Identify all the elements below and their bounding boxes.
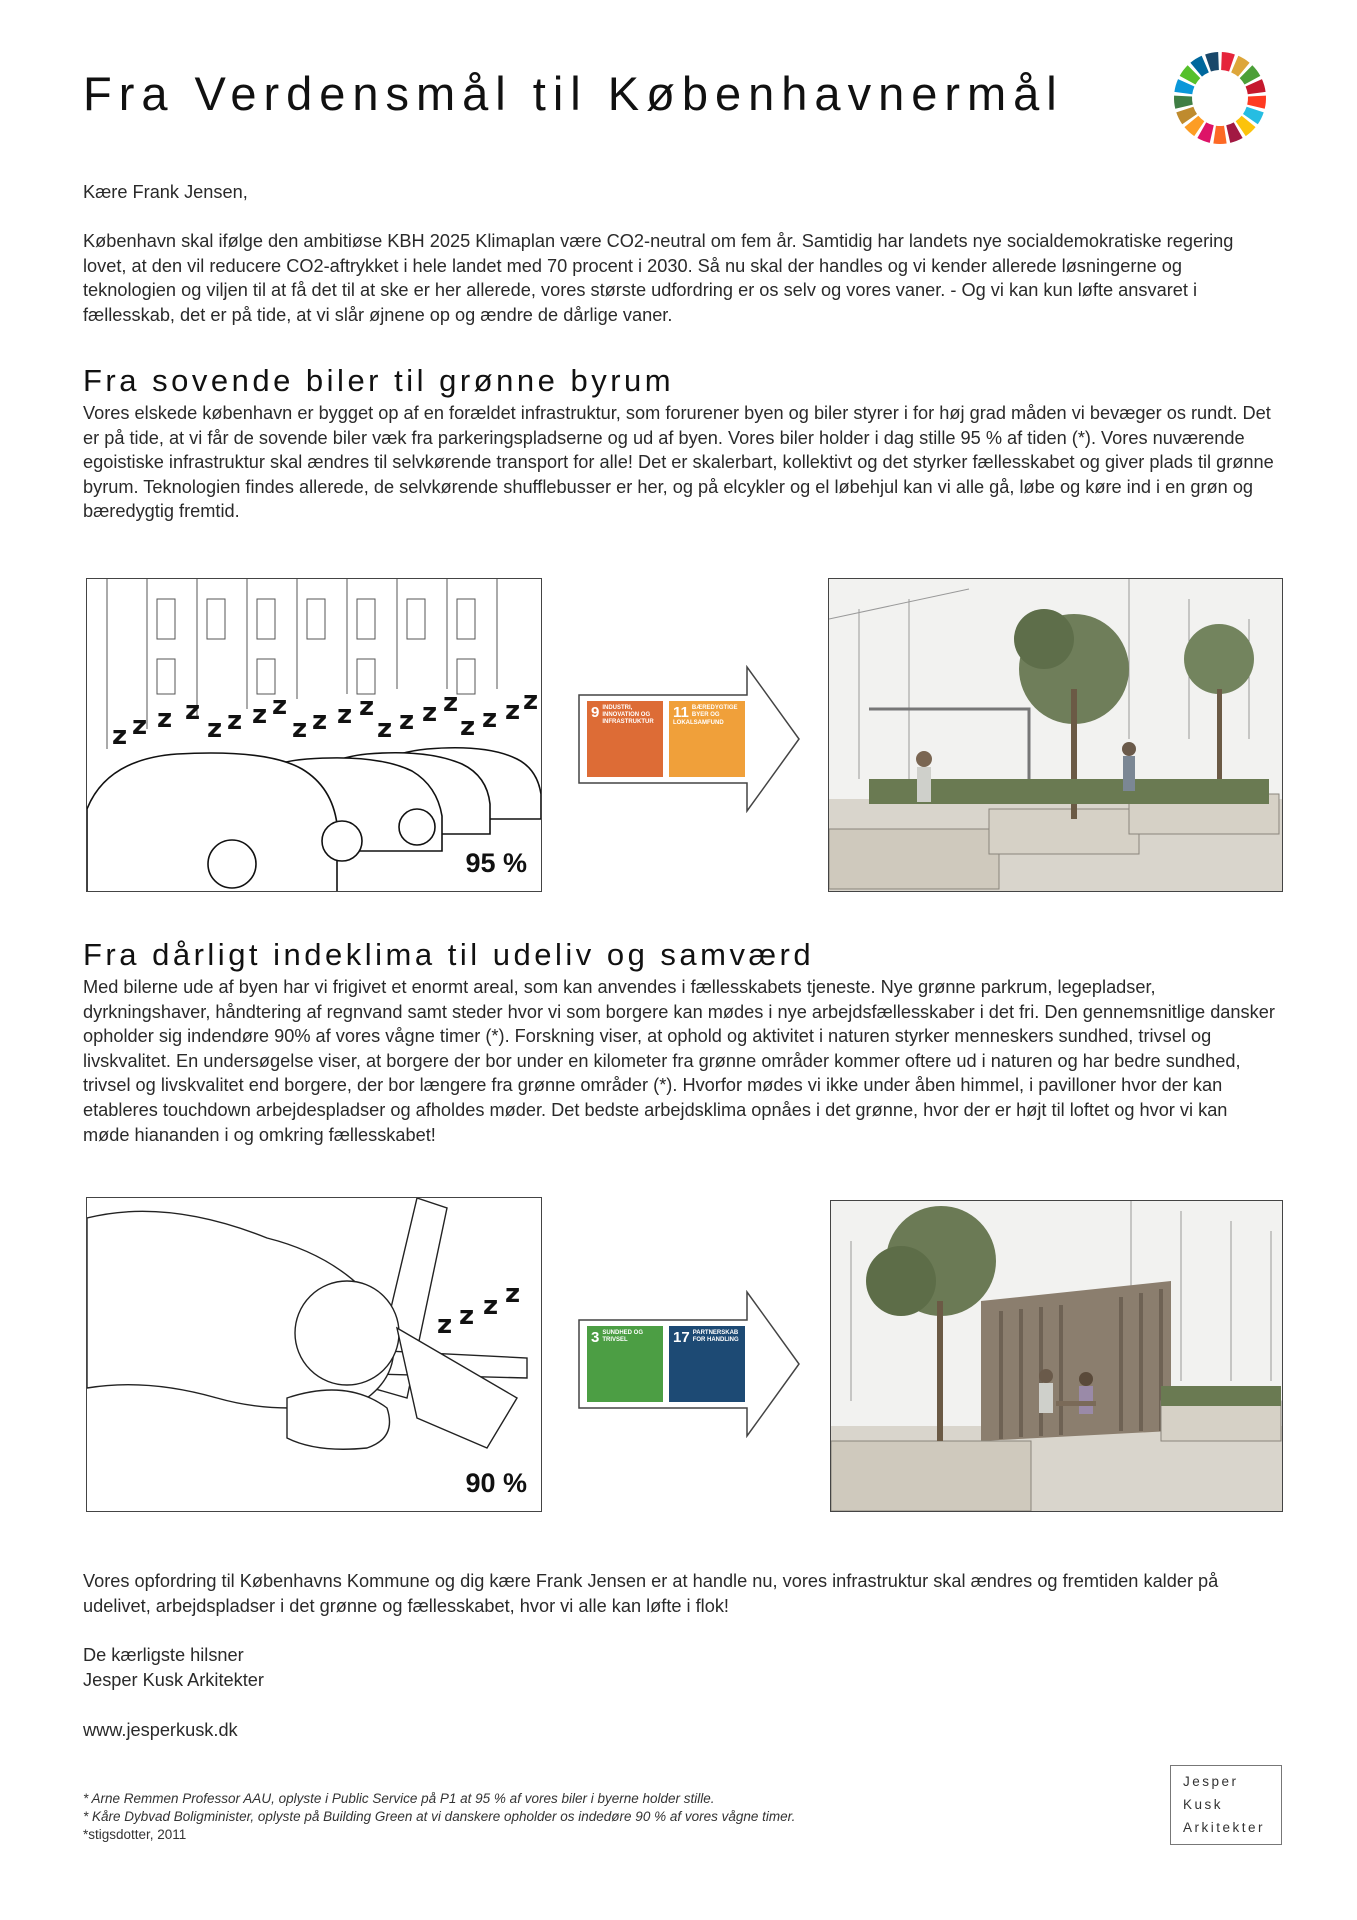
svg-text:z: z	[459, 1301, 475, 1331]
section1-body: Vores elskede københavn er bygget op af en forældet infrastruktur, som forurener byen og biler styrer i for høj grad måden vi bevæger os rundt. Det er på tide, at vi får de sovende biler væk fra parkeringspladserne og ud af byen. Vores biler holder i dag stille 95 % af tiden (*). Vores nuværende egoistiske infrastruktur skal ændres til selvkørende transport for alle! Det er skalerbart, kollektivt og det styrker fællesskabet og giver plads til grønne byrum. Teknologien findes allerede, de selvkørende shufflebusser er her, og på elcykler og el løbehjul kan vi alle gå, løbe og køre ind i en grøn og bæredygtig fremtid.	[83, 403, 1274, 522]
closing-paragraph: Vores opfordring til Københavns Kommune og dig kære Frank Jensen er at handle nu, vores infrastruktur skal ændres og fremtiden kalder på udelivet, arbejdspladser i det grønne og fællesskabet, hvor vi alle kan løfte i flok!	[83, 1571, 1219, 1616]
svg-text:z: z	[422, 698, 438, 728]
sdg-wheel-segment	[1213, 126, 1226, 144]
footnote-3: *stigsdotter, 2011	[83, 1827, 187, 1842]
logo-line: Kusk	[1183, 1797, 1224, 1812]
greeting: Kære Frank Jensen,	[83, 182, 248, 202]
svg-text:z: z	[460, 712, 476, 742]
sdg-wheel-icon	[1172, 50, 1268, 146]
svg-text:z: z	[443, 688, 459, 718]
sdg-3-icon: 3 SUNDHED OG TRIVSEL	[587, 1326, 663, 1402]
logo-line: Arkitekter	[1183, 1820, 1266, 1835]
percent-label: 90 %	[465, 1468, 527, 1498]
sdg-11-icon: 11 BÆREDYGTIGE BYER OG LOKALSAMFUND	[669, 701, 745, 777]
svg-text:z: z	[157, 704, 173, 734]
green-urban-space-render	[828, 578, 1283, 892]
svg-text:z: z	[112, 721, 128, 751]
company-logo	[1170, 1765, 1282, 1845]
svg-text:z: z	[377, 714, 393, 744]
svg-text:z: z	[227, 706, 243, 736]
svg-text:z: z	[337, 700, 353, 730]
sdg-wheel-segment	[1247, 96, 1266, 109]
svg-text:z: z	[207, 714, 223, 744]
sdg-wheel-segment	[1174, 96, 1193, 109]
svg-text:z: z	[399, 706, 415, 736]
svg-text:z: z	[312, 706, 328, 736]
signoff-line2: Jesper Kusk Arkitekter	[83, 1670, 264, 1690]
svg-text:z: z	[523, 686, 539, 716]
website-link[interactable]: www.jesperkusk.dk	[83, 1720, 238, 1740]
svg-text:z: z	[505, 696, 521, 726]
svg-text:z: z	[505, 1279, 521, 1309]
percent-label: 95 %	[465, 848, 527, 878]
svg-text:z: z	[185, 696, 201, 726]
sdg-9-icon: 9 INDUSTRI, INNOVATION OG INFRASTRUKTUR	[587, 701, 663, 777]
page-title: Fra Verdensmål til Københavnermål	[83, 67, 1064, 120]
sleeping-cars-illustration	[86, 578, 542, 892]
arrow-right-icon	[577, 1290, 803, 1438]
footnote-2: * Kåre Dybvad Boligminister, oplyste på Building Green at vi danskere opholder os indedøre 90 % af vores vågne timer.	[83, 1809, 796, 1824]
sdg-17-icon: 17 PARTNERSKAB FOR HANDLING	[669, 1326, 745, 1402]
pavilion-render	[830, 1200, 1283, 1512]
svg-text:z: z	[272, 691, 288, 721]
svg-text:z: z	[292, 714, 308, 744]
section1-heading: Fra sovende biler til grønne byrum	[83, 363, 675, 398]
svg-text:z: z	[482, 704, 498, 734]
section2-body: Med bilerne ude af byen har vi frigivet et enormt areal, som kan anvendes i fællesskabets tjeneste. Nye grønne parkrum, legepladser, dyrkningshaver, håndtering af regnvand samt steder hvor vi som borgere kan mødes i nye arbejdsfællesskaber i det fri. Den gennemsnitlige dansker opholder sig indendøre 90% af vores vågne timer (*). Forskning viser, at ophold og aktivitet i naturen styrker menneskers sundhed, trivsel og livskvalitet. En undersøgelse viser, at borgere der bor under en kilometer fra grønne områder kommer oftere ud i naturen og har bedre sundhed, trivsel og livskvalitet end borgere, der bor længere fra grønne områder (*). Hvorfor mødes vi ikke under åben himmel, i pavilloner hvor der kan etableres touchdown arbejdespladser og afholdes møder. Det bedste arbejdsklima opnåes i det grønne, hvor der er højt til loftet og hvor vi kan møde hiananden i og omkring fællesskabet!	[83, 977, 1275, 1145]
svg-text:z: z	[483, 1291, 499, 1321]
intro-paragraph: København skal ifølge den ambitiøse KBH 2025 Klimaplan være CO2-neutral om fem år. Samtidig har landets nye socialdemokratiske regering lovet, at den vil reducere CO2-aftrykket i hele landet med 70 procent i 2030. Så nu skal der handles og vi kender allerede løsningerne og teknologien og viljen til at få det til at ske er her allerede, vores største udfordring er os selv og vores vaner. - Og vi kan kun løfte ansvaret i fællesskab, det er på tide, at vi slår øjnene op og ændre de dårlige vaner.	[83, 231, 1234, 325]
svg-text:z: z	[359, 692, 375, 722]
footnote-1: * Arne Remmen Professor AAU, oplyste i Public Service på P1 at 95 % af vores biler i byerne holder stille.	[83, 1791, 715, 1806]
sleeping-office-worker-illustration	[86, 1197, 542, 1512]
signoff-line1: De kærligste hilsner	[83, 1645, 244, 1665]
svg-text:z: z	[132, 711, 148, 741]
arrow-right-icon	[577, 665, 803, 813]
section2-heading: Fra dårligt indeklima til udeliv og samværd	[83, 937, 815, 972]
svg-text:z: z	[252, 700, 268, 730]
logo-line: Jesper	[1183, 1774, 1239, 1789]
svg-text:z: z	[437, 1310, 453, 1340]
